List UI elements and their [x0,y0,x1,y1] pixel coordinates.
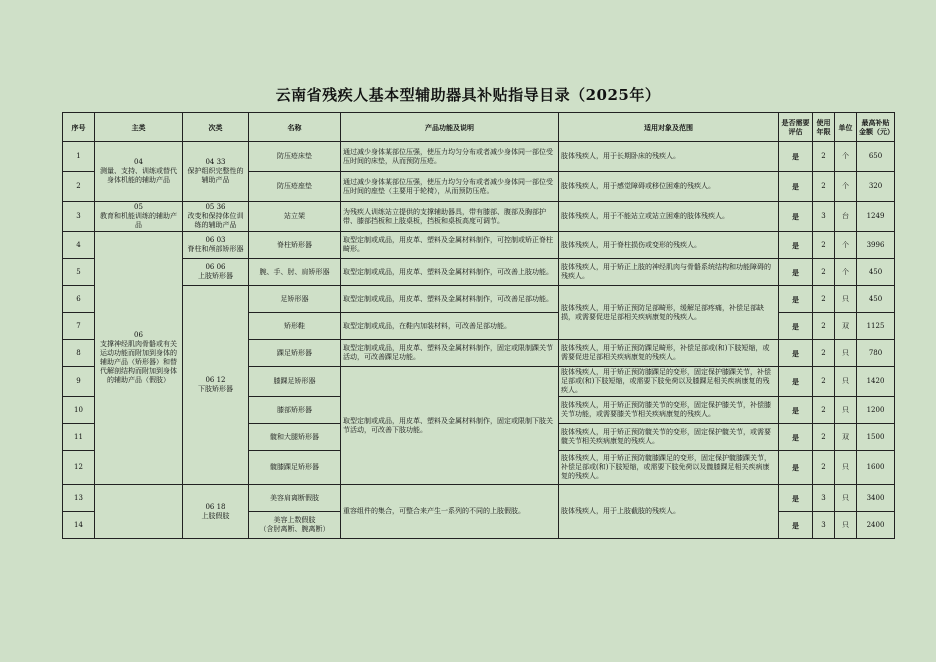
cell-no: 14 [63,512,95,539]
cell-name: 脊柱矫形器 [249,232,341,259]
cell-main-05: 05 教育和机能训练的辅助产品 [95,202,183,232]
cell-unit: 个 [835,232,857,259]
cell-amount: 1420 [857,367,895,397]
cell-unit: 只 [835,397,857,424]
cell-unit: 个 [835,172,857,202]
cell-name: 髋和大腿矫形器 [249,424,341,451]
cell-life: 2 [813,424,835,451]
cell-name: 踝足矫形器 [249,340,341,367]
cell-target: 肢体残疾人，用于矫正预防踝足畸形，补偿足部或(和)下肢短缩，或需要促进足部相关疾病康复的残疾人。 [559,340,779,367]
cell-main-04: 04 测量、支持、训练或替代身体机能的辅助产品 [95,142,183,202]
cell-unit: 只 [835,340,857,367]
cell-name: 膝踝足矫形器 [249,367,341,397]
cell-unit: 只 [835,286,857,313]
cell-func: 取型定制或成品，用皮革、塑料及金属材料制作，可改善上肢功能。 [341,259,559,286]
cell-amount: 450 [857,259,895,286]
header-unit: 单位 [835,113,857,142]
header-amount: 最高补贴金额（元） [857,113,895,142]
cell-life: 2 [813,259,835,286]
table-row [63,286,895,313]
cell-func: 为残疾人训练站立提供的支撑辅助器具，带有膝部、腹部及胸部护带、膝部挡板和上肢桌板，挡板和桌板高度可调节。 [341,202,559,232]
cell-func: 通过减少身体某部位压强，使压力均匀分布或者减少身体同一部位受压时间的床垫，从而预防压疮。 [341,142,559,172]
cell-no: 9 [63,367,95,397]
cell-amount: 1125 [857,313,895,340]
cell-target: 肢体残疾人，用于矫正预防髋关节的变形，固定保护髋关节，或需要髋关节相关疾病康复的残疾人。 [559,424,779,451]
cell-unit: 只 [835,512,857,539]
cell-eval: 是 [779,512,813,539]
cell-no: 8 [63,340,95,367]
cell-life: 2 [813,142,835,172]
cell-no: 7 [63,313,95,340]
cell-life: 2 [813,451,835,485]
cell-func: 取型定制或成品，用皮革、塑料及金属材料制作，可改善足部功能。 [341,286,559,313]
cell-no: 2 [63,172,95,202]
cell-func: 取型定制或成品，在鞋内加装材料，可改善足部功能。 [341,313,559,340]
cell-eval: 是 [779,397,813,424]
cell-func-merged: 重容组件的集合，可整合来产生一系列的不同的上肢假肢。 [341,485,559,539]
cell-amount: 2400 [857,512,895,539]
cell-sub-0612: 06 12 下肢矫形器 [183,286,249,485]
cell-main-empty [95,485,183,539]
cell-amount: 650 [857,142,895,172]
cell-amount: 450 [857,286,895,313]
cell-target: 肢体残疾人，用于感觉障碍或移位困难的残疾人。 [559,172,779,202]
cell-no: 3 [63,202,95,232]
table-row [63,232,895,259]
cell-func: 取型定制或成品，用皮革、塑料及金属材料制作，可控制或矫正脊柱畸形。 [341,232,559,259]
cell-target: 肢体残疾人，用于矫正预防膝踝足的变形，固定保护膝踝关节，补偿足部或(和)下肢短缩，或需要下肢免荷以及膝踝足相关疾病康复的残疾人。 [559,367,779,397]
cell-amount: 320 [857,172,895,202]
cell-eval: 是 [779,367,813,397]
cell-target: 肢体残疾人，用于矫正预防髋膝踝足的变形，固定保护髋膝踝关节，补偿足部或(和)下肢短缩，或需要下肢免荷以及髋膝踝足相关疾病康复的残疾人。 [559,451,779,485]
cell-life: 2 [813,367,835,397]
cell-target: 肢体残疾人，用于脊柱损伤或变形的残疾人。 [559,232,779,259]
cell-sub-0606: 06 06 上肢矫形器 [183,259,249,286]
cell-eval: 是 [779,202,813,232]
cell-target: 肢体残疾人，用于矫正预防膝关节的变形，固定保护膝关节，补偿膝关节功能，或需要膝关节相关疾病康复的残疾人。 [559,397,779,424]
header-no: 序号 [63,113,95,142]
cell-sub-0536: 05 36 改变和保持体位训练的辅助产品 [183,202,249,232]
cell-no: 13 [63,485,95,512]
cell-unit: 个 [835,142,857,172]
table-row [63,485,895,512]
cell-no: 11 [63,424,95,451]
cell-amount: 1249 [857,202,895,232]
header-eval: 是否需要评估 [779,113,813,142]
cell-amount: 3400 [857,485,895,512]
cell-unit: 台 [835,202,857,232]
cell-unit: 只 [835,367,857,397]
table-row [63,259,895,286]
cell-sub-0618: 06 18 上肢假肢 [183,485,249,539]
cell-eval: 是 [779,232,813,259]
cell-no: 6 [63,286,95,313]
cell-no: 5 [63,259,95,286]
cell-life: 2 [813,313,835,340]
cell-no: 10 [63,397,95,424]
cell-name: 防压疮座垫 [249,172,341,202]
cell-target: 肢体残疾人，用于长期卧床的残疾人。 [559,142,779,172]
cell-eval: 是 [779,451,813,485]
cell-name: 腕、手、肘、肩矫形器 [249,259,341,286]
table-header-row [63,113,895,142]
cell-func-merged: 取型定制或成品，用皮革、塑料及金属材料制作，固定或限制下肢关节活动，可改善下肢功能。 [341,367,559,485]
cell-name: 足矫形器 [249,286,341,313]
cell-name: 站立架 [249,202,341,232]
cell-unit: 双 [835,313,857,340]
cell-sub-0603: 06 03 脊柱和颅部矫形器 [183,232,249,259]
cell-life: 3 [813,512,835,539]
cell-name: 膝部矫形器 [249,397,341,424]
header-func: 产品功能及说明 [341,113,559,142]
cell-name: 防压疮床垫 [249,142,341,172]
cell-eval: 是 [779,259,813,286]
cell-target-merged: 肢体残疾人，用于矫正预防足部畸形，缓解足部疼痛，补偿足部缺损，或需要促进足部相关疾病康复的残疾人。 [559,286,779,340]
cell-target: 肢体残疾人，用于矫正上肢的神经肌肉与骨骼系统结构和功能障碍的残疾人。 [559,259,779,286]
cell-amount: 780 [857,340,895,367]
cell-eval: 是 [779,340,813,367]
cell-life: 3 [813,485,835,512]
header-life: 使用年限 [813,113,835,142]
cell-eval: 是 [779,142,813,172]
table-row [63,202,895,232]
cell-eval: 是 [779,485,813,512]
cell-name: 美容上数假肢 （含肘离断、腕离断） [249,512,341,539]
header-target: 适用对象及范围 [559,113,779,142]
cell-func: 取型定制或成品，用皮革、塑料及金属材料制作，固定或限制踝关节活动，可改善踝足功能。 [341,340,559,367]
cell-eval: 是 [779,286,813,313]
cell-amount: 1500 [857,424,895,451]
cell-no: 12 [63,451,95,485]
cell-unit: 双 [835,424,857,451]
cell-life: 2 [813,340,835,367]
cell-main-06: 06 支撑神经肌肉骨骼或有关运动功能而附加到身体的辅助产品（矫形器）和替代解剖结构而附加到身体的辅助产品（假肢） [95,232,183,485]
cell-target-merged: 肢体残疾人，用于上肢截肢的残疾人。 [559,485,779,539]
cell-life: 2 [813,397,835,424]
cell-eval: 是 [779,172,813,202]
cell-life: 2 [813,172,835,202]
cell-amount: 3996 [857,232,895,259]
cell-unit: 只 [835,451,857,485]
cell-unit: 只 [835,485,857,512]
cell-life: 2 [813,286,835,313]
cell-target: 肢体残疾人，用于不能站立或站立困难的肢体残疾人。 [559,202,779,232]
cell-eval: 是 [779,424,813,451]
header-name: 名称 [249,113,341,142]
cell-eval: 是 [779,313,813,340]
cell-life: 2 [813,232,835,259]
cell-no: 4 [63,232,95,259]
table-row [63,142,895,172]
cell-func: 通过减少身体某部位压强，使压力均匀分布或者减少身体同一部位受压时间的座垫（主要用于轮椅），从而预防压疮。 [341,172,559,202]
header-sub: 次类 [183,113,249,142]
cell-amount: 1600 [857,451,895,485]
cell-no: 1 [63,142,95,172]
header-main: 主类 [95,113,183,142]
cell-name: 美容肩离断假肢 [249,485,341,512]
subsidy-catalog-table [62,112,895,539]
cell-name: 髋膝踝足矫形器 [249,451,341,485]
cell-amount: 1200 [857,397,895,424]
cell-life: 3 [813,202,835,232]
cell-unit: 个 [835,259,857,286]
cell-sub-0433: 04 33 保护组织完整性的辅助产品 [183,142,249,202]
page-title: 云南省残疾人基本型辅助器具补贴指导目录（2025年） [275,86,661,104]
cell-name: 矫形鞋 [249,313,341,340]
